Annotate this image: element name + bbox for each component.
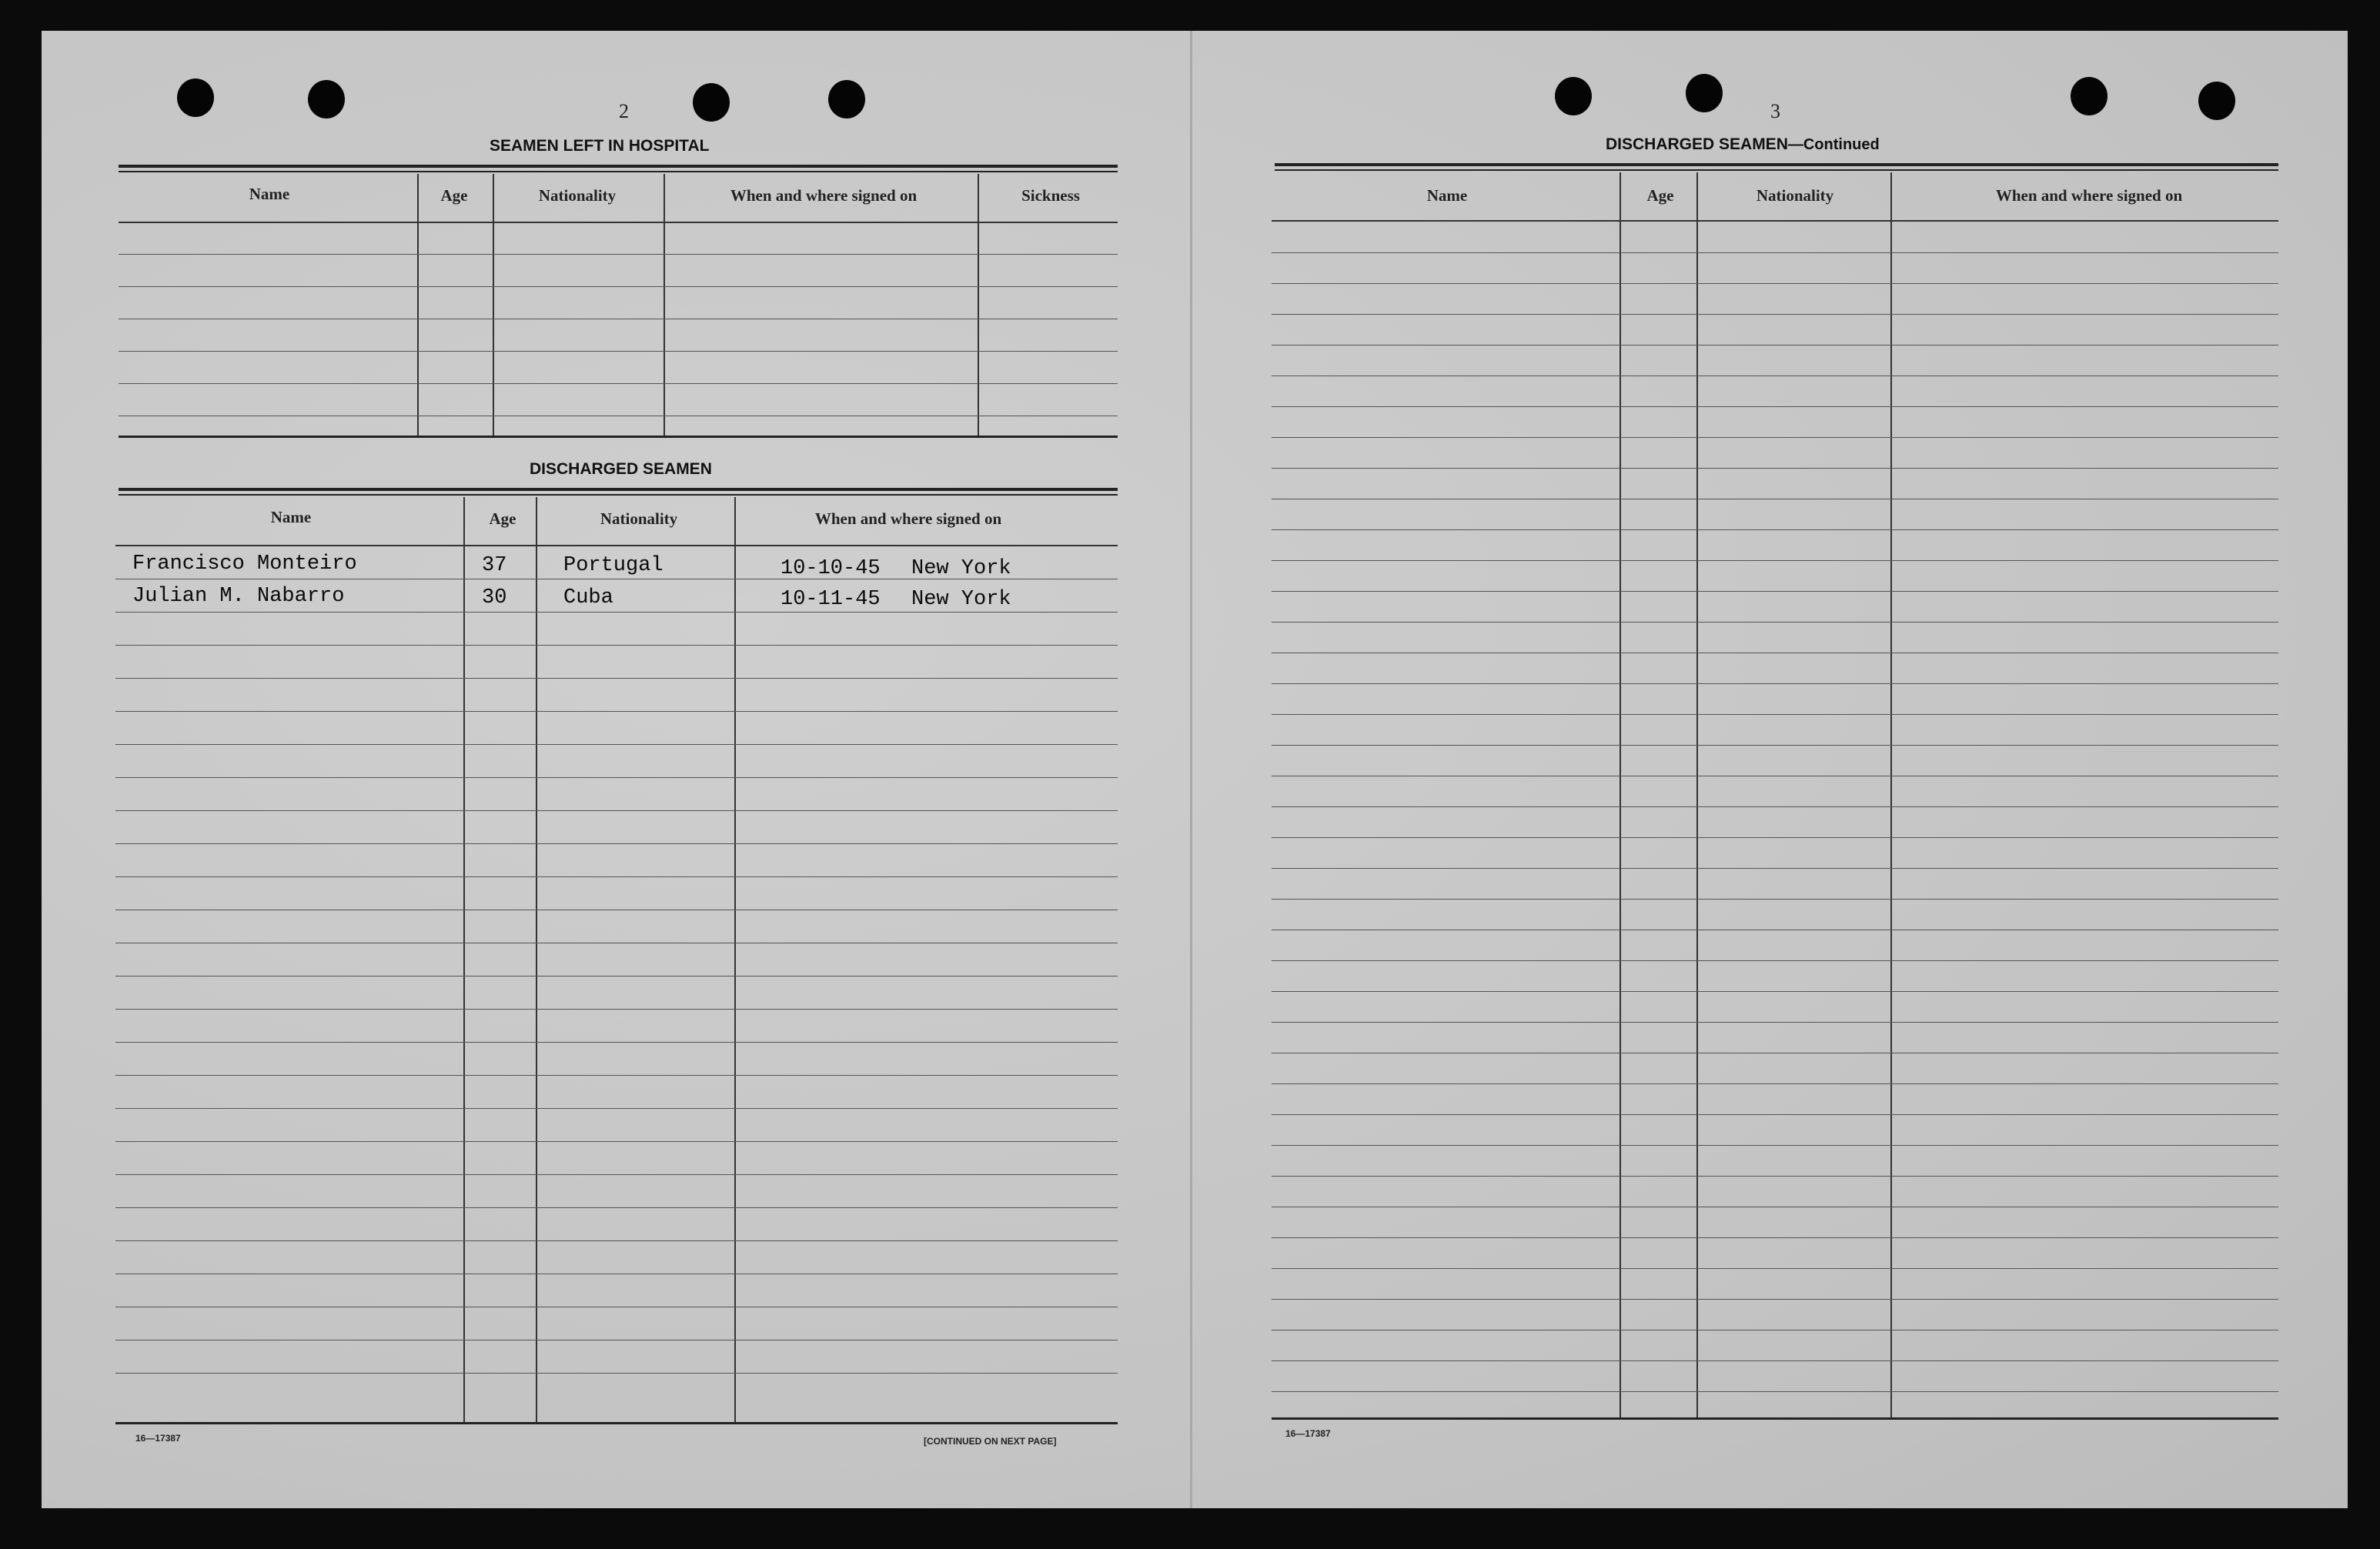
column-divider: [417, 174, 419, 437]
form-number: 16—17387: [135, 1433, 181, 1444]
table-line: [1272, 1145, 2278, 1146]
punch-hole: [693, 83, 730, 122]
column-divider: [1696, 172, 1698, 1419]
table-line: [1272, 991, 2278, 992]
discharged-section-title: DISCHARGED SEAMEN: [530, 460, 712, 478]
column-header-age: Age: [1646, 186, 1674, 205]
column-header-name: Name: [270, 508, 312, 526]
table-line: [1272, 745, 2278, 746]
table-line: [115, 711, 1118, 712]
section-rule: [119, 494, 1118, 496]
table-line: [1272, 1114, 2278, 1115]
table-line: [115, 1108, 1118, 1109]
table-line: [1272, 899, 2278, 900]
table-line: [1272, 283, 2278, 284]
column-divider: [1620, 172, 1621, 1419]
table-line: [1272, 1391, 2278, 1392]
table-line: [1272, 406, 2278, 407]
column-header-age: Age: [440, 186, 468, 205]
punch-hole: [1686, 74, 1723, 112]
punch-hole: [2071, 77, 2108, 115]
column-header-name: Name: [1426, 186, 1468, 205]
table-line: [115, 1075, 1118, 1076]
table-bottom-rule: [119, 436, 1118, 438]
table-line: [115, 777, 1118, 778]
table-line: [1272, 1022, 2278, 1023]
form-number: 16—17387: [1285, 1428, 1331, 1439]
table-line: [1272, 1268, 2278, 1269]
column-divider: [664, 174, 665, 437]
table-line: [115, 545, 1118, 546]
section-rule: [1275, 169, 2278, 171]
column-divider: [1890, 172, 1892, 1419]
table-line: [1272, 1299, 2278, 1300]
seaman-nationality: Portugal: [563, 554, 664, 577]
punch-hole: [2198, 82, 2235, 120]
section-rule: [119, 165, 1118, 168]
table-line: [1272, 714, 2278, 715]
punch-hole: [177, 78, 214, 117]
punch-hole: [308, 80, 345, 119]
table-line: [115, 1174, 1118, 1175]
table-line: [1272, 560, 2278, 561]
table-line: [1272, 1237, 2278, 1238]
punch-hole: [1555, 77, 1592, 115]
table-line: [1272, 960, 2278, 961]
column-header-signed-on: When and where signed on: [814, 509, 1002, 528]
table-line: [1272, 1083, 2278, 1084]
table-line: [115, 810, 1118, 811]
table-line: [1272, 314, 2278, 315]
section-rule: [119, 488, 1118, 491]
table-bottom-rule: [1272, 1417, 2278, 1420]
table-line: [1272, 1176, 2278, 1177]
table-line: [115, 1207, 1118, 1208]
table-line: [1272, 1360, 2278, 1361]
seaman-name: Julian M. Nabarro: [132, 585, 345, 608]
punch-hole: [828, 80, 865, 119]
column-divider: [463, 497, 465, 1424]
table-line: [119, 351, 1118, 352]
table-line: [115, 1009, 1118, 1010]
column-header-nationality: Nationality: [538, 186, 617, 205]
table-line: [115, 612, 1118, 613]
table-line: [115, 645, 1118, 646]
table-line: [1272, 437, 2278, 438]
table-line: [1272, 806, 2278, 807]
table-bottom-rule: [115, 1422, 1118, 1424]
column-header-nationality: Nationality: [600, 509, 678, 528]
column-divider: [536, 497, 537, 1424]
title-suffix: —Continued: [1787, 136, 1880, 153]
table-line: [115, 1141, 1118, 1142]
table-line: [1272, 622, 2278, 623]
column-divider: [493, 174, 494, 437]
seaman-nationality: Cuba: [563, 586, 613, 609]
column-header-sickness: Sickness: [1021, 186, 1080, 205]
table-line: [1272, 345, 2278, 346]
page-number: 2: [619, 100, 629, 122]
column-header-signed-on: When and where signed on: [730, 186, 918, 205]
signed-on-place: New York: [911, 588, 1011, 611]
table-line: [1272, 591, 2278, 592]
page-number: 3: [1770, 100, 1780, 122]
table-line: [115, 1373, 1118, 1374]
column-header-signed-on: When and where signed on: [1995, 186, 2183, 205]
table-line: [119, 383, 1118, 384]
signed-on-place: New York: [911, 557, 1011, 580]
column-divider: [978, 174, 979, 437]
table-line: [1272, 252, 2278, 253]
table-line: [1272, 868, 2278, 869]
discharged-continued-title: [1606, 135, 1880, 154]
table-line: [119, 254, 1118, 255]
table-line: [115, 744, 1118, 745]
table-line: [115, 1240, 1118, 1241]
title-main: DISCHARGED SEAMEN: [1606, 135, 1788, 153]
page-fold: [1190, 31, 1192, 1508]
seaman-age: 30: [482, 586, 507, 609]
column-divider: [734, 497, 736, 1424]
table-line: [119, 286, 1118, 287]
column-header-nationality: Nationality: [1756, 186, 1834, 205]
table-line: [1272, 683, 2278, 684]
table-line: [119, 222, 1118, 223]
signed-on-date: 10-11-45: [781, 588, 881, 611]
continued-note: [CONTINUED ON NEXT PAGE]: [924, 1436, 1057, 1447]
table-line: [115, 843, 1118, 844]
table-line: [1272, 220, 2278, 222]
section-rule: [1275, 163, 2278, 166]
table-line: [1272, 837, 2278, 838]
column-header-name: Name: [249, 185, 290, 203]
section-rule: [119, 171, 1118, 172]
table-line: [115, 876, 1118, 877]
table-line: [115, 678, 1118, 679]
hospital-section-title: SEAMEN LEFT IN HOSPITAL: [490, 137, 710, 155]
table-line: [115, 1042, 1118, 1043]
column-header-age: Age: [489, 509, 516, 528]
signed-on-date: 10-10-45: [781, 557, 881, 580]
seaman-name: Francisco Monteiro: [132, 552, 357, 576]
table-line: [1272, 468, 2278, 469]
seaman-age: 37: [482, 554, 507, 577]
table-line: [1272, 529, 2278, 530]
